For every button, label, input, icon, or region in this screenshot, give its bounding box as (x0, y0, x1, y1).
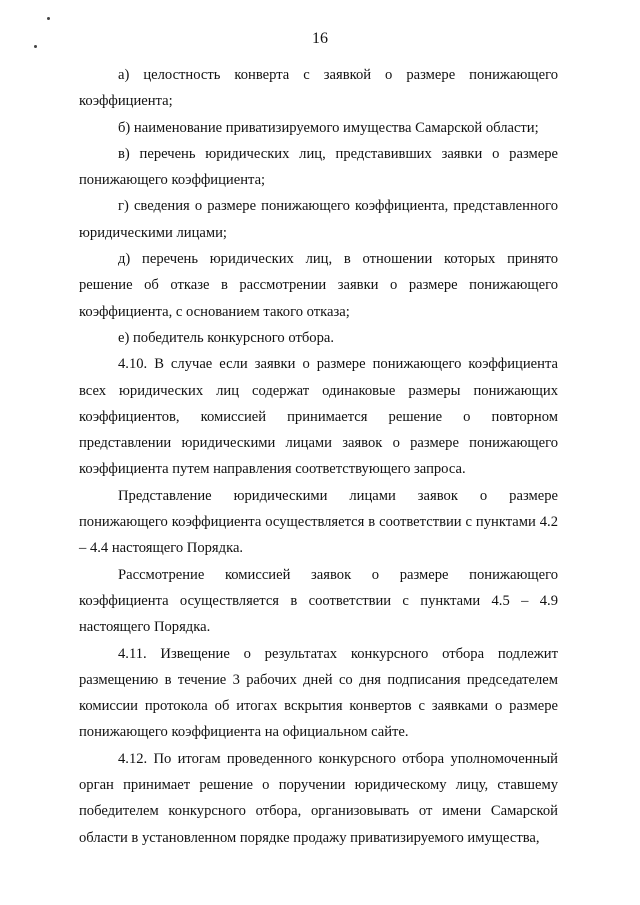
clause-4-10-submission: Представление юридическими лицами заявок о размере понижающего коэффициента осуществляется в соответствии с пунктами 4.2 – 4.4 настоящего Порядка. (79, 487, 558, 557)
list-item-a: а) целостность конверта с заявкой о размере понижающего коэффициента; (79, 67, 558, 110)
list-item-d: д) перечень юридических лиц, в отношении которых принято решение об отказе в рассмотрении заявки о размере понижающего коэффициента, с основанием такого отказа; (79, 251, 558, 320)
scan-speck (47, 17, 50, 20)
clause-4-12: 4.12. По итогам проведенного конкурсного отбора уполномоченный орган принимает решение о поручении юридическому лицу, ставшему победителем конкурсного отбора, организовывать от имени Самарской области в установленном порядке продажу приватизируемого имущества, (79, 750, 558, 846)
clause-4-10: 4.10. В случае если заявки о размере понижающего коэффициента всех юридических лиц содержат одинаковые размеры понижающих коэффициентов, комиссией принимается решение о повторном представлении юридическими лицами заявок о размере понижающего коэффициента путем направления соответствующего запроса. (79, 356, 558, 478)
clause-4-11: 4.11. Извещение о результатах конкурсного отбора подлежит размещению в течение 3 рабочих дней со дня подписания председателем комиссии протокола об итогах вскрытия конвертов с заявками о размере понижающего коэффициента на официальном сайте. (79, 645, 558, 741)
list-item-v: в) перечень юридических лиц, представивших заявки о размере понижающего коэффициента; (79, 145, 558, 189)
list-item-g: г) сведения о размере понижающего коэффициента, представленного юридическими лицами; (79, 198, 558, 241)
document-body (79, 62, 558, 851)
page-number: 16 (312, 30, 328, 47)
list-item-b: б) наименование приватизируемого имущества Самарской области; (118, 119, 539, 136)
list-item-e: е) победитель конкурсного отбора. (118, 329, 334, 346)
clause-4-10-review: Рассмотрение комиссией заявок о размере понижающего коэффициента осуществляется в соответствии с пунктами 4.5 – 4.9 настоящего Порядка. (79, 566, 558, 636)
